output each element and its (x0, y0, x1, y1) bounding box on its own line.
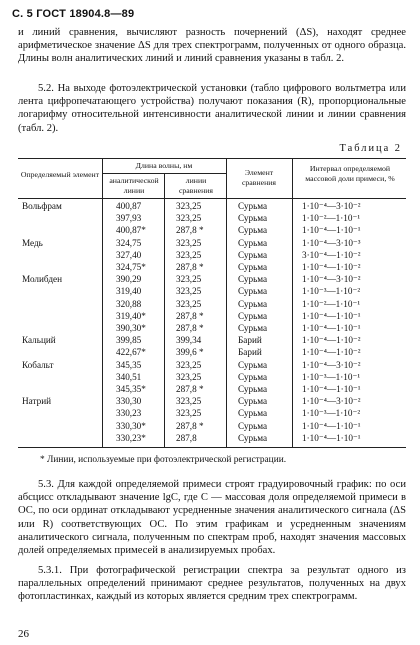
cell-comparison-element: Сурьма (238, 286, 268, 297)
header-interval: Интервал определяемой массовой доли примеси, % (305, 164, 395, 183)
cell-element: Вольфрам (22, 201, 62, 211)
cell-comparison-line: 323,25 (176, 274, 202, 285)
cell-interval: 1·10⁻⁴—3·10⁻² (302, 201, 361, 211)
cell-interval: 3·10⁻⁴—1·10⁻² (302, 249, 361, 260)
cell-analytical-line: 397,93 (116, 213, 142, 224)
cell-interval: 1·10⁻⁴—1·10⁻² (302, 335, 361, 346)
cell-interval: 1·10⁻³—1·10⁻² (302, 408, 361, 419)
cell-interval: 1·10⁻⁴—1·10⁻¹ (302, 323, 361, 333)
cell-analytical-line: 330,30* (116, 420, 146, 431)
paragraph-5-3-1: 5.3.1. При фотографической регистрации спектра за результат одного из параллельных определений принимают среднее результатов, полученных на двух фотопластинках, каждый из которых является средним трех спектрограмм. (18, 565, 406, 603)
cell-analytical-line: 390,29 (116, 274, 142, 285)
cell-interval: 1·10⁻⁴—3·10⁻² (302, 396, 361, 407)
cell-interval: 1·10⁻²—1·10⁻¹ (302, 298, 361, 309)
cell-comparison-element: Сурьма (238, 262, 268, 272)
cell-analytical-line: 330,23* (116, 432, 146, 443)
cell-comparison-element: Сурьма (238, 274, 268, 285)
cell-interval: 1·10⁻³—1·10⁻¹ (302, 371, 361, 382)
cell-interval: 1·10⁻⁴—1·10⁻² (302, 262, 361, 272)
paragraph-intro: и линий сравнения, вычисляют разность почернений (ΔS), находят среднее арифметическое значение ΔS для трех спектрограмм, полученных от одного образца. Длины волн аналитических линий и линий сравнения указаны в табл. 2. (18, 27, 406, 65)
cell-analytical-line: 422,67* (116, 347, 146, 358)
cell-comparison-element: Сурьма (238, 201, 268, 211)
table-col-divider (226, 158, 227, 447)
cell-comparison-element: Сурьма (238, 298, 268, 309)
cell-comparison-line: 323,25 (176, 213, 202, 224)
header-wavelength: Длина волны, нм (135, 161, 193, 170)
cell-interval: 1·10⁻⁴—1·10⁻¹ (302, 225, 361, 236)
paragraph-5-2: 5.2. На выходе фотоэлектрической установки (табло цифрового вольтметра или лента цифропечатающего устройства) получают показания (R), пропорциональные логарифму относительной интенсивности аналитической линии и линии сравнения (табл. 2). (18, 83, 406, 134)
cell-comparison-element: Сурьма (238, 384, 268, 394)
table-bottom-rule (18, 447, 406, 448)
header-analytical-line: аналитической линии (109, 176, 159, 195)
cell-comparison-line: 323,25 (176, 237, 202, 248)
cell-comparison-line: 323,25 (176, 408, 202, 419)
cell-analytical-line: 319,40 (116, 286, 142, 297)
cell-comparison-line: 323,25 (176, 396, 202, 407)
cell-analytical-line: 399,85 (116, 335, 142, 346)
cell-comparison-line: 399,34 (176, 335, 202, 346)
table-header-rule (18, 198, 406, 199)
cell-comparison-line: 323,25 (176, 286, 202, 297)
cell-comparison-element: Сурьма (238, 213, 268, 224)
cell-interval: 1·10⁻⁴—1·10⁻¹ (302, 384, 361, 394)
cell-interval: 1·10⁻⁴—3·10⁻³ (302, 237, 361, 248)
cell-analytical-line: 320,88 (116, 298, 142, 309)
cell-analytical-line: 340,51 (116, 371, 142, 382)
cell-comparison-element: Сурьма (238, 432, 268, 443)
cell-analytical-line: 400,87 (116, 201, 142, 211)
cell-comparison-line: 323,25 (176, 371, 202, 382)
cell-comparison-line: 287,8 (176, 432, 197, 443)
cell-analytical-line: 330,30 (116, 396, 142, 407)
table-col-divider (292, 158, 293, 447)
cell-comparison-line: 323,25 (176, 359, 202, 370)
cell-interval: 1·10⁻³—1·10⁻² (302, 286, 361, 297)
cell-comparison-element: Сурьма (238, 408, 268, 419)
cell-comparison-line: 287,8 * (176, 262, 204, 272)
cell-analytical-line: 330,23 (116, 408, 142, 419)
cell-comparison-line: 287,8 * (176, 420, 204, 431)
table-col-divider (164, 173, 165, 447)
cell-comparison-element: Сурьма (238, 249, 268, 260)
cell-interval: 1·10⁻⁴—1·10⁻¹ (302, 420, 361, 431)
cell-element: Кобальт (22, 359, 54, 370)
cell-comparison-element: Барий (238, 347, 262, 358)
page-number: 26 (18, 628, 29, 640)
cell-comparison-element: Сурьма (238, 371, 268, 382)
cell-comparison-line: 399,6 * (176, 347, 204, 358)
data-table (18, 158, 406, 448)
cell-comparison-line: 287,8 * (176, 310, 204, 321)
cell-comparison-line: 323,25 (176, 249, 202, 260)
cell-element: Молибден (22, 274, 63, 285)
cell-interval: 1·10⁻²—1·10⁻¹ (302, 213, 361, 224)
cell-comparison-element: Сурьма (238, 225, 268, 236)
cell-comparison-element: Барий (238, 335, 262, 346)
cell-element: Натрий (22, 396, 52, 407)
cell-interval: 1·10⁻⁴—3·10⁻² (302, 274, 361, 285)
table-top-rule (18, 158, 406, 159)
header-comparison-element: Элемент сравнения (241, 168, 277, 187)
cell-element: Кальций (22, 335, 56, 346)
table-col-divider (102, 158, 103, 447)
cell-interval: 1·10⁻⁴—1·10⁻¹ (302, 310, 361, 321)
cell-comparison-line: 287,8 * (176, 384, 204, 394)
cell-element: Медь (22, 237, 43, 248)
cell-interval: 1·10⁻⁴—3·10⁻² (302, 359, 361, 370)
paragraph-5-3: 5.3. Для каждой определяемой примеси строят градуировочный график: по оси абсцисс откладывают значение lgC, где C — массовая доля определяемой примеси в ОС, по оси ординат откладывают усредненные значения аналитического сигнала (ΔS или R) соответствующих ОС. По этим графикам и усредненным значениям аналитического сигнала, полученным по спектрам проб, находят значения массовых долей определяемых примесей в анализируемых пробах. (18, 479, 406, 557)
cell-comparison-element: Сурьма (238, 359, 268, 370)
table-footnote: * Линии, используемые при фотоэлектрической регистрации. (40, 455, 287, 465)
cell-comparison-line: 287,8 * (176, 323, 204, 333)
cell-analytical-line: 327,40 (116, 249, 142, 260)
page-header: С. 5 ГОСТ 18904.8—89 (12, 8, 135, 20)
cell-comparison-element: Сурьма (238, 323, 268, 333)
cell-analytical-line: 390,30* (116, 323, 146, 333)
cell-analytical-line: 345,35 (116, 359, 142, 370)
cell-comparison-element: Сурьма (238, 396, 268, 407)
header-element: Определяемый элемент (20, 170, 100, 179)
cell-analytical-line: 324,75* (116, 262, 146, 272)
cell-analytical-line: 319,40* (116, 310, 146, 321)
cell-comparison-line: 323,25 (176, 298, 202, 309)
table-title: Таблица 2 (339, 143, 402, 154)
cell-comparison-line: 287,8 * (176, 225, 204, 236)
cell-analytical-line: 345,35* (116, 384, 146, 394)
header-comparison-line: линии сравнения (178, 176, 214, 195)
cell-comparison-line: 323,25 (176, 201, 202, 211)
cell-interval: 1·10⁻⁴—1·10⁻¹ (302, 432, 361, 443)
cell-comparison-element: Сурьма (238, 310, 268, 321)
cell-comparison-element: Сурьма (238, 420, 268, 431)
cell-analytical-line: 324,75 (116, 237, 142, 248)
cell-comparison-element: Сурьма (238, 237, 268, 248)
cell-analytical-line: 400,87* (116, 225, 146, 236)
cell-interval: 1·10⁻⁴—1·10⁻² (302, 347, 361, 358)
